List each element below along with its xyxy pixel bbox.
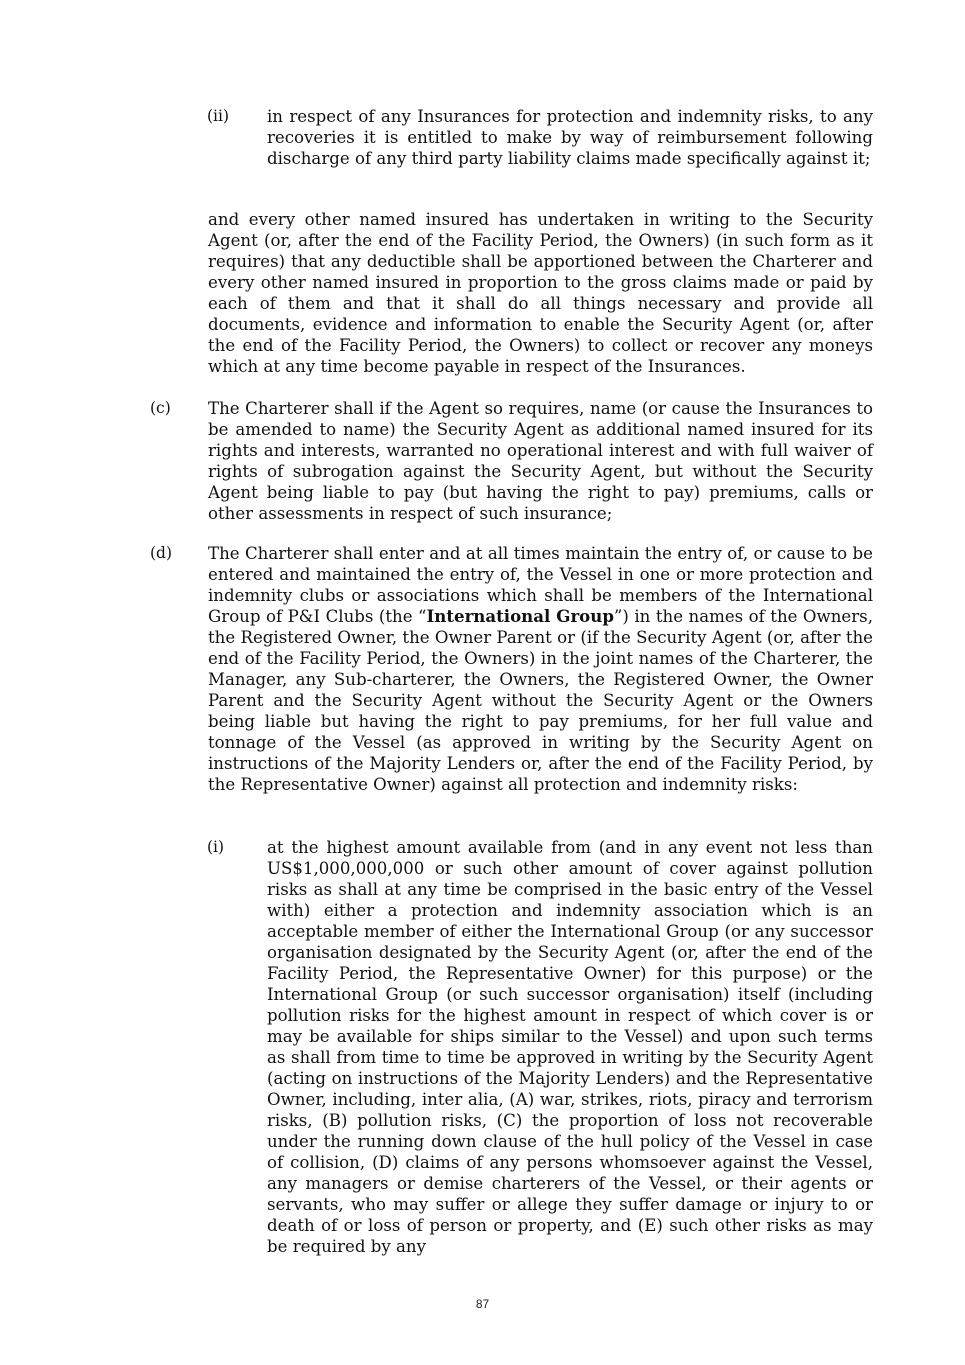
page-number: 87: [475, 1297, 490, 1311]
defined-term-international-group: International Group: [426, 606, 614, 626]
clause-d-label: (d): [150, 544, 173, 562]
clause-c-text: The Charterer shall if the Agent so requires, name (or cause the Insurances to be amended to name) the Security Agent as additional named insured for its rights and interests, warranted no operational interest and with full waiver of rights of subrogation against the Security Agent, but without the Security Agent being liable to pay (but having the right to pay) premiums, calls or other assessments in respect of such insurance;: [208, 399, 873, 523]
clause-d-text: [208, 543, 873, 795]
clause-d-text-after: ”) in the names of the Owners, the Registered Owner, the Owner Parent or (if the Security Agent (or, after the end of the Facility Period, the Owners) in the joint names of the Charterer, the Manager, any Sub-charterer, the Owners, the Registered Owner, the Owner Parent and the Security Agent without the Security Agent or the Owners being liable but having the right to pay premiums, for her full value and tonnage of the Vessel (as approved in writing by the Security Agent on instructions of the Majority Lenders or, after the end of the Facility Period, by the Representative Owner) against all protection and indemnity risks:: [208, 607, 873, 794]
subclause-i-label: (i): [207, 838, 225, 856]
clause-d-text-before: The Charterer shall enter and at all times maintain the entry of, or cause to be entered and maintained the entry of, the Vessel in one or more protection and indemnity clubs or associations which shall be members of the International Group of P&I Clubs (the “: [208, 544, 873, 626]
subclause-ii-text: in respect of any Insurances for protection and indemnity risks, to any recoveries it is entitled to make by way of reimbursement following discharge of any third party liability claims made specifically against it;: [267, 107, 873, 168]
clause-c-label: (c): [150, 399, 171, 417]
subclause-i-text: at the highest amount available from (and in any event not less than US$1,000,000,000 or such other amount of cover against pollution risks as shall at any time be comprised in the basic entry of the Vessel with) either a protection and indemnity association which is an acceptable member of either the International Group (or any successor organisation designated by the Security Agent (or, after the end of the Facility Period, the Representative Owner) for this purpose) or the International Group (or such successor organisation) itself (including pollution risks for the highest amount in respect of which cover is or may be available for ships similar to the Vessel) and upon such terms as shall from time to time be approved in writing by the Security Agent (acting on instructions of the Majority Lenders) and the Representative Owner, including, inter alia, (A) war, strikes, riots, piracy and terrorism risks, (B) pollution risks, (C) the proportion of loss not recoverable under the running down clause of the hull policy of the Vessel in case of collision, (D) claims of any persons whomsoever against the Vessel, any managers or demise charterers of the Vessel, or their agents or servants, who may suffer or allege they suffer damage or injury to or death of or loss of person or property, and (E) such other risks as may be required by any: [267, 838, 873, 1256]
continuation-paragraph: and every other named insured has undertaken in writing to the Security Agent (or, after the end of the Facility Period, the Owners) (in such form as it requires) that any deductible shall be apportioned between the Charterer and every other named insured in proportion to the gross claims made or paid by each of them and that it shall do all things necessary and provide all documents, evidence and information to enable the Security Agent (or, after the end of the Facility Period, the Owners) to collect or recover any moneys which at any time become payable in respect of the Insurances.: [208, 210, 873, 376]
subclause-ii-label: (ii): [207, 107, 230, 125]
